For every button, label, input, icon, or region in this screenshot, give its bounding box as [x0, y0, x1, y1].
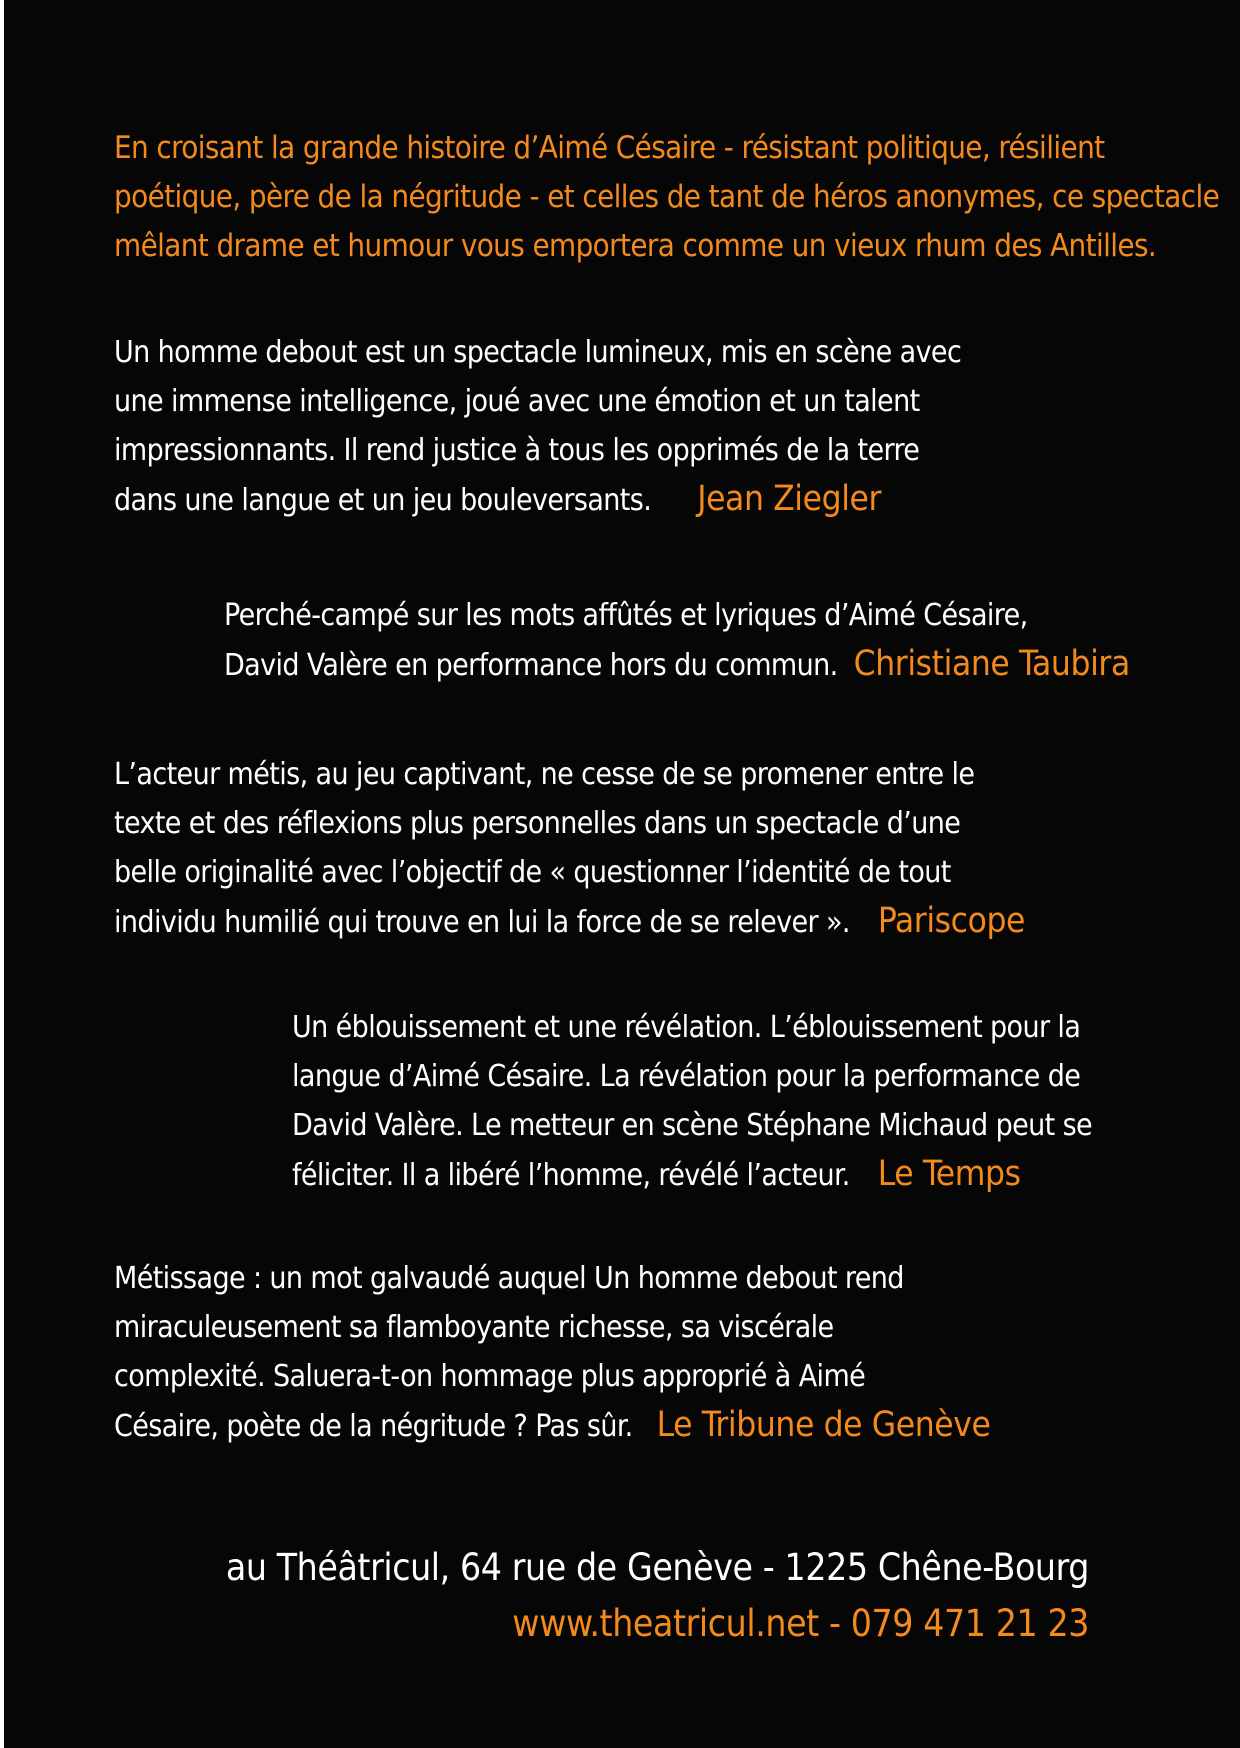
intro-line: En croisant la grande histoire d’Aimé Césaire - résistant politique, résilient: [114, 130, 1105, 166]
quote-line: Un homme debout est un spectacle lumineux, mis en scène avec: [114, 335, 962, 370]
quote-line: impressionnants. Il rend justice à tous les opprimés de la terre: [114, 433, 920, 468]
quote-tribune-de-geneve: [114, 1254, 990, 1451]
intro-paragraph: [114, 124, 1224, 271]
quote-le-temps: [292, 1003, 1092, 1200]
quote-line: une immense intelligence, joué avec une émotion et un talent: [114, 384, 920, 419]
quote-line: miraculeusement sa flamboyante richesse, sa viscérale: [114, 1310, 834, 1345]
quote-line: complexité. Saluera-t-on hommage plus approprié à Aimé: [114, 1359, 866, 1394]
quote-line: Perché-campé sur les mots affûtés et lyriques d’Aimé Césaire,: [224, 598, 1028, 633]
intro-line: mêlant drame et humour vous emportera comme un vieux rhum des Antilles.: [114, 228, 1157, 264]
venue-footer: [226, 1540, 1089, 1652]
quote-line: Un éblouissement et une révélation. L’éblouissement pour la: [292, 1010, 1081, 1045]
quote-attribution: Le Temps: [877, 1154, 1021, 1194]
venue-contact: www.theatricul.net - 079 471 21 23: [512, 1602, 1089, 1645]
quote-line: langue d’Aimé Césaire. La révélation pour la performance de: [292, 1059, 1081, 1094]
quote-line: féliciter. Il a libéré l’homme, révélé l’acteur.: [292, 1158, 850, 1193]
quote-pariscope: [114, 750, 1025, 947]
quote-line: David Valère en performance hors du commun.: [224, 648, 838, 683]
quote-christiane-taubira: [224, 591, 1130, 690]
quote-line: Césaire, poète de la négritude ? Pas sûr.: [114, 1409, 633, 1444]
quote-attribution: Christiane Taubira: [853, 644, 1130, 684]
quote-line: L’acteur métis, au jeu captivant, ne cesse de se promener entre le: [114, 757, 975, 792]
quote-line: David Valère. Le metteur en scène Stéphane Michaud peut se: [292, 1108, 1093, 1143]
quote-line: texte et des réflexions plus personnelles dans un spectacle d’une: [114, 806, 961, 841]
quote-jean-ziegler: [114, 328, 961, 525]
quote-line: Métissage : un mot galvaudé auquel Un homme debout rend: [114, 1261, 904, 1296]
quote-attribution: Jean Ziegler: [697, 479, 882, 519]
flyer-page: [4, 0, 1240, 1748]
venue-address: au Théâtricul, 64 rue de Genève - 1225 Chêne-Bourg: [225, 1546, 1089, 1589]
quote-attribution: Pariscope: [877, 901, 1026, 941]
quote-line: individu humilié qui trouve en lui la force de se relever ».: [114, 905, 850, 940]
intro-line: poétique, père de la négritude - et celles de tant de héros anonymes, ce spectacle: [114, 179, 1220, 215]
quote-attribution: Le Tribune de Genève: [656, 1405, 991, 1445]
quote-line: dans une langue et un jeu bouleversants.: [114, 483, 652, 518]
quote-line: belle originalité avec l’objectif de « questionner l’identité de tout: [114, 855, 951, 890]
